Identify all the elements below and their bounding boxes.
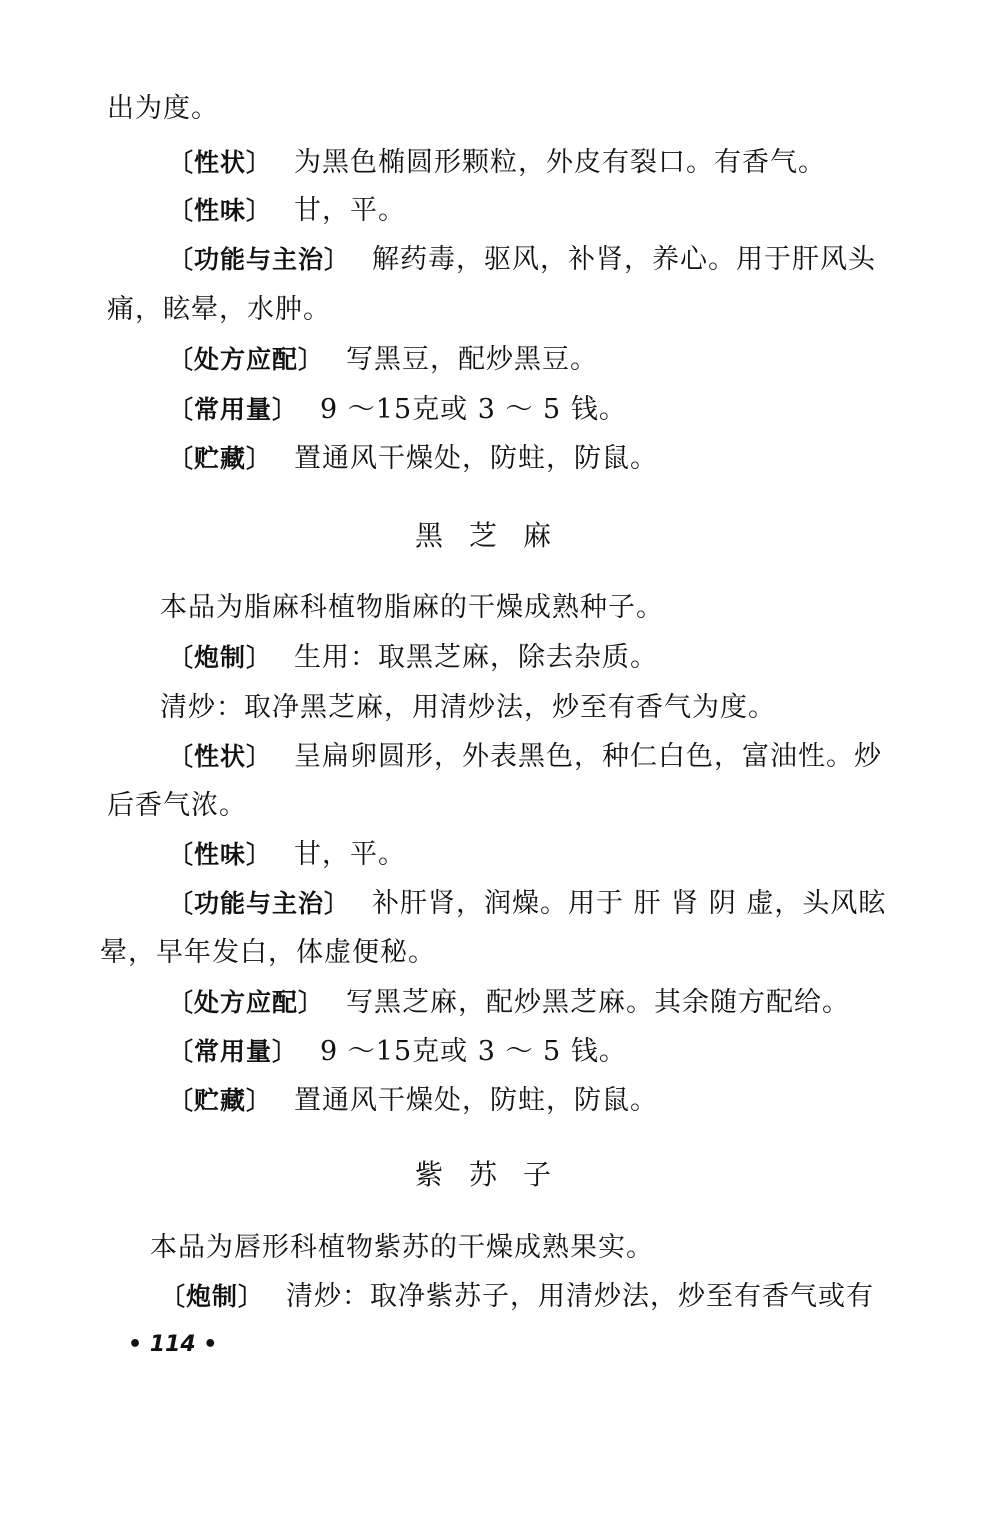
text-gongneng: 补肝肾，润燥。用于 肝 肾 阴 虚，头风眩	[372, 888, 887, 919]
entry-paozhi-2	[168, 641, 658, 675]
entry-yongliang-1	[168, 393, 627, 427]
text-paozhi: 清炒：取净紫苏子，用清炒法，炒至有香气或有	[286, 1281, 875, 1312]
tag-chufang: 〔处方应配〕	[168, 345, 325, 374]
entry-chufang-2	[168, 986, 850, 1020]
entry-yongliang-2	[168, 1035, 627, 1069]
text-chufang: 写黑芝麻，配炒黑芝麻。其余随方配给。	[346, 987, 851, 1018]
entry-gongneng-1	[168, 243, 876, 277]
entry-xingzhuang-1	[168, 146, 826, 180]
entry-paozhi-2-cont: 清炒：取净黑芝麻，用清炒法，炒至有香气为度。	[160, 692, 776, 723]
entry-gongneng-2	[168, 887, 886, 921]
tag-zhucang: 〔贮藏〕	[168, 444, 273, 473]
text-xingzhuang: 为黑色椭圆形颗粒，外皮有裂口。有香气。	[294, 147, 827, 178]
section3-intro: 本品为唇形科植物紫苏的干燥成熟果实。	[150, 1232, 654, 1263]
text-yongliang: 9 ～15克或 3 ～ 5 钱。	[320, 1036, 627, 1067]
entry-gongneng-2-cont: 晕，早年发白，体虚便秘。	[100, 937, 436, 968]
entry-xingwei-1	[168, 194, 406, 228]
entry-paozhi-3	[160, 1280, 874, 1314]
text-xingwei: 甘，平。	[294, 839, 407, 870]
tag-paozhi: 〔炮制〕	[168, 643, 273, 672]
section2-intro: 本品为脂麻科植物脂麻的干燥成熟种子。	[160, 592, 664, 623]
tag-yongliang: 〔常用量〕	[168, 1037, 299, 1066]
text-paozhi: 生用：取黑芝麻，除去杂质。	[294, 642, 659, 673]
text-zhucang: 置通风干燥处，防蛀，防鼠。	[294, 443, 659, 474]
tag-xingwei: 〔性味〕	[168, 840, 273, 869]
section-title-zisuzi: 紫苏子	[414, 1158, 577, 1191]
tag-yongliang: 〔常用量〕	[168, 395, 299, 424]
continuation-text: 出为度。	[107, 93, 219, 124]
page-number: • 114 •	[128, 1332, 218, 1357]
tag-xingwei: 〔性味〕	[168, 196, 273, 225]
entry-gongneng-1-cont: 痛，眩晕，水肿。	[107, 294, 331, 325]
text-xingwei: 甘，平。	[294, 195, 407, 226]
entry-zhucang-1	[168, 442, 658, 476]
text-gongneng: 解药毒，驱风，补肾，养心。用于肝风头	[372, 244, 877, 275]
tag-zhucang: 〔贮藏〕	[168, 1086, 273, 1115]
tag-chufang: 〔处方应配〕	[168, 988, 325, 1017]
tag-xingzhuang: 〔性状〕	[168, 742, 273, 771]
entry-xingzhuang-2	[168, 740, 882, 774]
text-chufang: 写黑豆，配炒黑豆。	[346, 344, 599, 375]
text-xingzhuang: 呈扁卵圆形，外表黑色，种仁白色，富油性。炒	[294, 741, 883, 772]
tag-gongneng: 〔功能与主治〕	[168, 889, 351, 918]
text-yongliang: 9 ～15克或 3 ～ 5 钱。	[320, 394, 627, 425]
text-zhucang: 置通风干燥处，防蛀，防鼠。	[294, 1085, 659, 1116]
entry-chufang-1	[168, 343, 598, 377]
entry-zhucang-2	[168, 1084, 658, 1118]
section-title-heizhima: 黑芝麻	[414, 519, 577, 552]
entry-xingzhuang-2-cont: 后香气浓。	[107, 790, 247, 821]
entry-xingwei-2	[168, 838, 406, 872]
tag-xingzhuang: 〔性状〕	[168, 148, 273, 177]
tag-gongneng: 〔功能与主治〕	[168, 245, 351, 274]
tag-paozhi: 〔炮制〕	[160, 1282, 265, 1311]
